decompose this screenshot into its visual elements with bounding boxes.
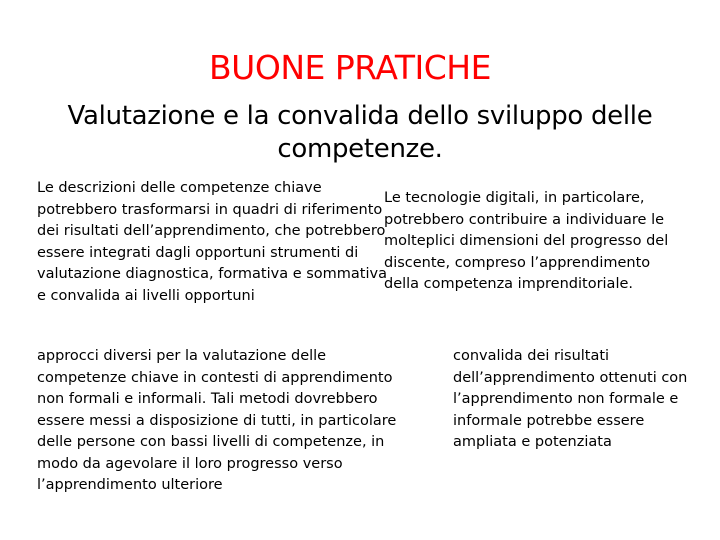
text-block-top-right: Le tecnologie digitali, in particolare, potrebbero contribuire a individuare le molteplici dimensioni del progresso del discente, compreso l’apprendimento della competenza imprenditoriale. <box>384 190 669 292</box>
text-block-bottom-right: convalida dei risultati dell’apprendimento ottenuti con l’apprendimento non formale e informale potrebbe essere ampliata e potenziata <box>453 348 688 450</box>
slide-subtitle: Valutazione e la convalida dello sviluppo delle competenze. <box>67 101 653 164</box>
slide-title: BUONE PRATICHE <box>209 48 491 87</box>
text-block-top-left: Le descrizioni delle competenze chiave potrebbero trasformarsi in quadri di riferimento dei risultati dell’apprendimento, che potrebbero essere integrati dagli opportuni strumenti di valutazione diagnostica, formativa e sommativa e convalida ai livelli opportuni <box>37 180 387 304</box>
text-block-bottom-left: approcci diversi per la valutazione delle competenze chiave in contesti di apprendimento non formali e informali. Tali metodi dovrebbero essere messi a disposizione di tutti, in particolare delle persone con bassi livelli di competenze, in modo da agevolare il loro progresso verso l’apprendimento ulteriore <box>37 348 397 493</box>
